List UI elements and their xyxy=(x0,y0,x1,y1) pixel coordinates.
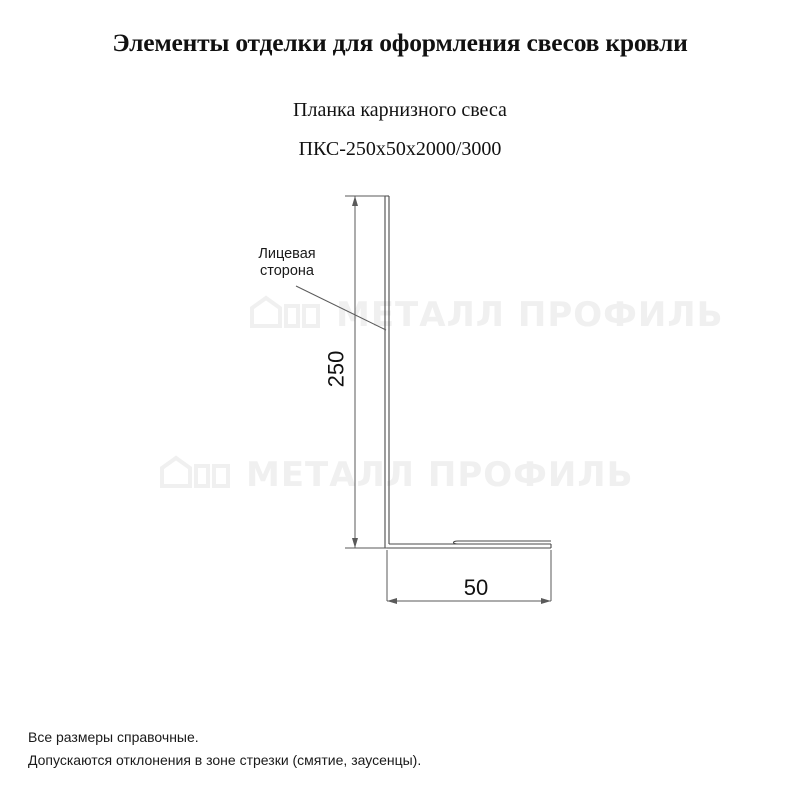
face-side-label-line2: сторона xyxy=(260,263,314,279)
product-name: Планка карнизного свеса xyxy=(293,99,507,121)
product-code: ПКС-250x50x2000/3000 xyxy=(298,138,502,160)
profile-outline xyxy=(385,196,551,548)
footnotes xyxy=(28,726,421,772)
watermark-text: МЕТАЛЛ ПРОФИЛЬ xyxy=(336,295,724,335)
footnote-line-2: Допускаются отклонения в зоне стрезки (смятие, заусенцы). xyxy=(28,752,422,768)
page-title: Элементы отделки для оформления свесов кровли xyxy=(112,28,688,57)
face-side-label-line1: Лицевая xyxy=(258,246,316,262)
dimension-height-250 xyxy=(345,196,387,548)
dimension-height-value: 250 xyxy=(323,350,349,388)
leader-line-face xyxy=(296,286,386,330)
dimension-width-value: 50 xyxy=(463,575,489,600)
watermark-text: МЕТАЛЛ ПРОФИЛЬ xyxy=(246,455,634,495)
footnote-line-1: Все размеры справочные. xyxy=(28,729,199,745)
face-side-label xyxy=(244,246,330,280)
